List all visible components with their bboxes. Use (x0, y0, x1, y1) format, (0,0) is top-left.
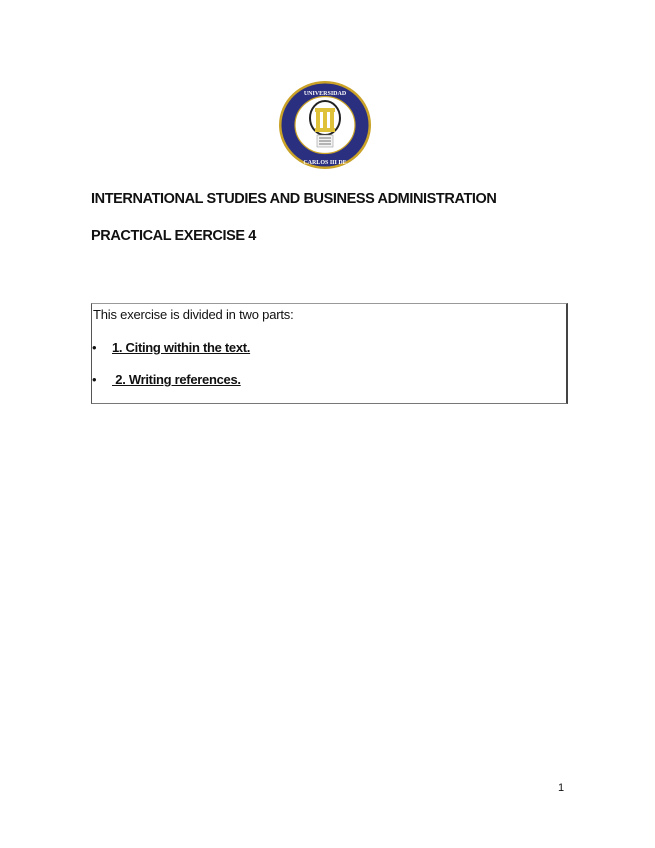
svg-text:CARLOS III DE: CARLOS III DE (303, 160, 347, 166)
bullet-icon: • (92, 340, 97, 355)
page-number: 1 (558, 782, 565, 794)
exercise-parts-box (91, 303, 568, 404)
university-seal-logo (277, 80, 373, 170)
bullet-icon: • (92, 372, 97, 387)
document-title: INTERNATIONAL STUDIES AND BUSINESS ADMINISTRATION (91, 191, 497, 207)
box-intro-text: This exercise is divided in two parts: (93, 307, 294, 322)
document-subtitle: PRACTICAL EXERCISE 4 (91, 228, 256, 244)
seal-icon (277, 80, 373, 170)
part-2-label: 2. Writing references. (112, 372, 241, 387)
part-1-label: 1. Citing within the text. (112, 340, 251, 355)
svg-text:UNIVERSIDAD: UNIVERSIDAD (303, 91, 347, 97)
